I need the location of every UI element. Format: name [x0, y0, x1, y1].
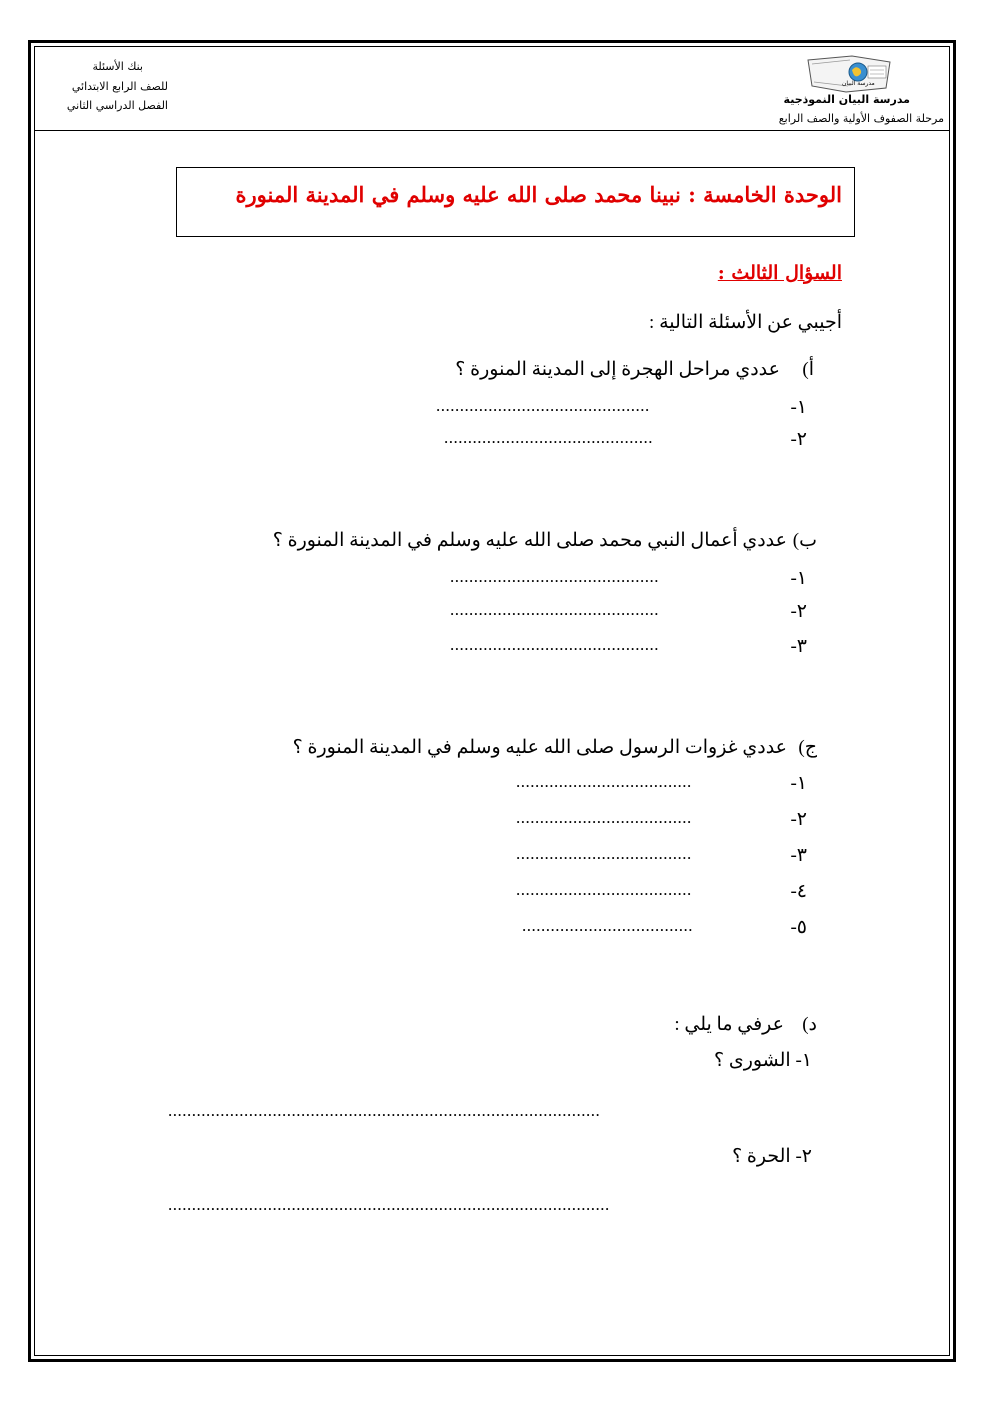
part-c-item-3-number: ٣-: [790, 845, 807, 866]
part-c-question: عددي غزوات الرسول صلى الله عليه وسلم في المدينة المنورة ؟: [292, 737, 787, 758]
part-d-item-2-label: ٢- الحرة ؟: [732, 1146, 812, 1167]
part-a-item-1-answer-line[interactable]: .............................................: [436, 396, 650, 415]
part-c-item-4-number: ٤-: [790, 881, 807, 902]
part-b-item-1-number: ١-: [790, 568, 807, 589]
part-c-item-1-number: ١-: [790, 773, 807, 794]
unit-title: الوحدة الخامسة : نبينا محمد صلى الله عليه وسلم في المدينة المنورة: [235, 182, 842, 207]
part-b-label: ب): [792, 530, 817, 551]
part-c-item-2-answer-line[interactable]: .....................................: [516, 808, 692, 827]
part-c-item-5-number: ٥-: [790, 917, 807, 938]
part-a-label: أ): [802, 359, 814, 380]
part-c-item-2-number: ٢-: [790, 809, 807, 830]
part-a-item-2-number: ٢-: [790, 429, 807, 450]
question-heading: السؤال الثالث :: [717, 262, 842, 284]
part-a-question: عددي مراحل الهجرة إلى المدينة المنورة ؟: [455, 359, 780, 380]
school-logo: [806, 54, 892, 94]
logo-caption: مدرسة البيان: [842, 80, 875, 87]
part-d-label: د): [802, 1014, 817, 1035]
unit-title-box: [176, 167, 855, 237]
part-b-item-2-answer-line[interactable]: ............................................: [450, 600, 659, 619]
header-left-line-3: الفصل الدراسي الثاني: [66, 99, 168, 112]
part-a-item-2-answer-line[interactable]: ............................................: [444, 428, 653, 447]
part-b-item-3-answer-line[interactable]: ............................................: [450, 635, 659, 654]
page-border-inner: [34, 46, 950, 1356]
header-left-line-2: للصف الرابع الابتدائي: [71, 80, 168, 93]
school-stage: مرحلة الصفوف الأولية والصف الرابع: [778, 112, 944, 125]
part-b-item-3-number: ٣-: [790, 636, 807, 657]
part-a-item-1-number: ١-: [790, 397, 807, 418]
header-divider: [35, 130, 949, 131]
instruction-text: أجيبي عن الأسئلة التالية :: [649, 312, 842, 333]
part-d-item-1-answer-line[interactable]: ...........................................................................................: [168, 1101, 601, 1120]
header-left-line-1: بنك الأسئلة: [92, 60, 143, 73]
part-b-item-1-answer-line[interactable]: ............................................: [450, 567, 659, 586]
part-c-item-3-answer-line[interactable]: .....................................: [516, 844, 692, 863]
part-c-item-5-answer-line[interactable]: ....................................: [522, 916, 693, 935]
part-b-item-2-number: ٢-: [790, 601, 807, 622]
part-d-question: عرفي ما يلي :: [674, 1014, 784, 1035]
part-d-item-2-answer-line[interactable]: .............................................................................................: [168, 1195, 610, 1214]
part-c-item-4-answer-line[interactable]: .....................................: [516, 880, 692, 899]
part-b-question: عددي أعمال النبي محمد صلى الله عليه وسلم في المدينة المنورة ؟: [272, 530, 787, 551]
part-c-label: ج): [798, 737, 817, 758]
part-d-item-1-label: ١- الشورى ؟: [713, 1050, 812, 1071]
part-c-item-1-answer-line[interactable]: .....................................: [516, 772, 692, 791]
school-name: مدرسة البيان النموذجية: [783, 93, 910, 106]
